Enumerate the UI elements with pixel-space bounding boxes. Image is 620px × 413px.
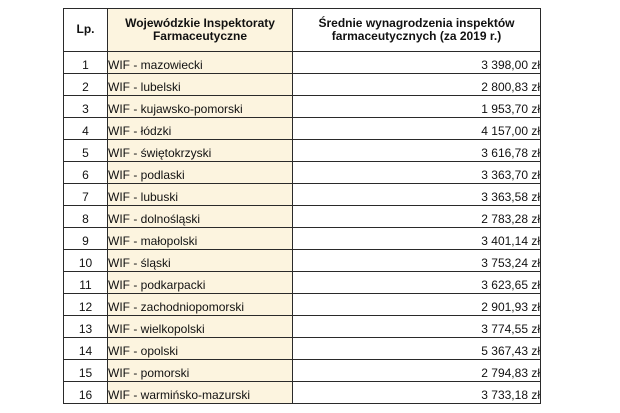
header-lp: Lp. <box>64 9 108 52</box>
row-salary-cell: 4 157,00 zł <box>293 118 541 140</box>
row-salary-cell: 2 783,28 zł <box>293 206 541 228</box>
table-row <box>64 272 541 294</box>
row-lp-cell: 2 <box>64 74 108 96</box>
header-inspectorate: Wojewódzkie Inspektoraty Farmaceutyczne <box>108 9 293 52</box>
row-inspectorate-cell: WIF - opolski <box>108 338 293 360</box>
row-lp-cell: 6 <box>64 162 108 184</box>
row-salary-cell: 2 794,83 zł <box>293 360 541 382</box>
table-row <box>64 338 541 360</box>
table-row <box>64 96 541 118</box>
table-row <box>64 228 541 250</box>
row-lp-cell: 9 <box>64 228 108 250</box>
row-salary-cell: 3 733,18 zł <box>293 382 541 404</box>
row-salary-cell: 3 623,65 zł <box>293 272 541 294</box>
table-row <box>64 316 541 338</box>
row-inspectorate-cell: WIF - świętokrzyski <box>108 140 293 162</box>
table-row <box>64 74 541 96</box>
row-lp-cell: 15 <box>64 360 108 382</box>
row-lp-cell: 1 <box>64 52 108 74</box>
table-row <box>64 118 541 140</box>
row-salary-cell: 3 363,70 zł <box>293 162 541 184</box>
row-salary-cell: 3 401,14 zł <box>293 228 541 250</box>
header-row <box>64 9 541 52</box>
table-row <box>64 162 541 184</box>
row-inspectorate-cell: WIF - pomorski <box>108 360 293 382</box>
row-lp-cell: 16 <box>64 382 108 404</box>
row-inspectorate-cell: WIF - podkarpacki <box>108 272 293 294</box>
row-inspectorate-cell: WIF - zachodniopomorski <box>108 294 293 316</box>
row-salary-cell: 3 774,55 zł <box>293 316 541 338</box>
row-salary-cell: 3 616,78 zł <box>293 140 541 162</box>
row-salary-cell: 2 901,93 zł <box>293 294 541 316</box>
row-inspectorate-cell: WIF - lubuski <box>108 184 293 206</box>
row-salary-cell: 5 367,43 zł <box>293 338 541 360</box>
row-inspectorate-cell: WIF - warmińsko-mazurski <box>108 382 293 404</box>
table-body <box>64 52 541 404</box>
salary-table <box>63 8 541 404</box>
row-inspectorate-cell: WIF - podlaski <box>108 162 293 184</box>
row-inspectorate-cell: WIF - lubelski <box>108 74 293 96</box>
row-inspectorate-cell: WIF - łódzki <box>108 118 293 140</box>
row-lp-cell: 14 <box>64 338 108 360</box>
row-salary-cell: 1 953,70 zł <box>293 96 541 118</box>
row-inspectorate-cell: WIF - mazowiecki <box>108 52 293 74</box>
row-inspectorate-cell: WIF - kujawsko-pomorski <box>108 96 293 118</box>
table-row <box>64 360 541 382</box>
row-lp-cell: 12 <box>64 294 108 316</box>
row-salary-cell: 2 800,83 zł <box>293 74 541 96</box>
table-row <box>64 382 541 404</box>
table-row <box>64 52 541 74</box>
row-lp-cell: 8 <box>64 206 108 228</box>
row-lp-cell: 5 <box>64 140 108 162</box>
row-inspectorate-cell: WIF - wielkopolski <box>108 316 293 338</box>
row-inspectorate-cell: WIF - dolnośląski <box>108 206 293 228</box>
row-lp-cell: 10 <box>64 250 108 272</box>
row-inspectorate-cell: WIF - małopolski <box>108 228 293 250</box>
row-salary-cell: 3 753,24 zł <box>293 250 541 272</box>
row-lp-cell: 11 <box>64 272 108 294</box>
row-lp-cell: 7 <box>64 184 108 206</box>
row-salary-cell: 3 363,58 zł <box>293 184 541 206</box>
table-row <box>64 250 541 272</box>
table-row <box>64 184 541 206</box>
table-header <box>64 9 541 52</box>
header-salary: Średnie wynagrodzenia inspektów farmaceutycznych (za 2019 r.) <box>293 9 541 52</box>
row-salary-cell: 3 398,00 zł <box>293 52 541 74</box>
row-lp-cell: 4 <box>64 118 108 140</box>
table-row <box>64 294 541 316</box>
row-inspectorate-cell: WIF - śląski <box>108 250 293 272</box>
table-row <box>64 140 541 162</box>
table-row <box>64 206 541 228</box>
row-lp-cell: 3 <box>64 96 108 118</box>
row-lp-cell: 13 <box>64 316 108 338</box>
